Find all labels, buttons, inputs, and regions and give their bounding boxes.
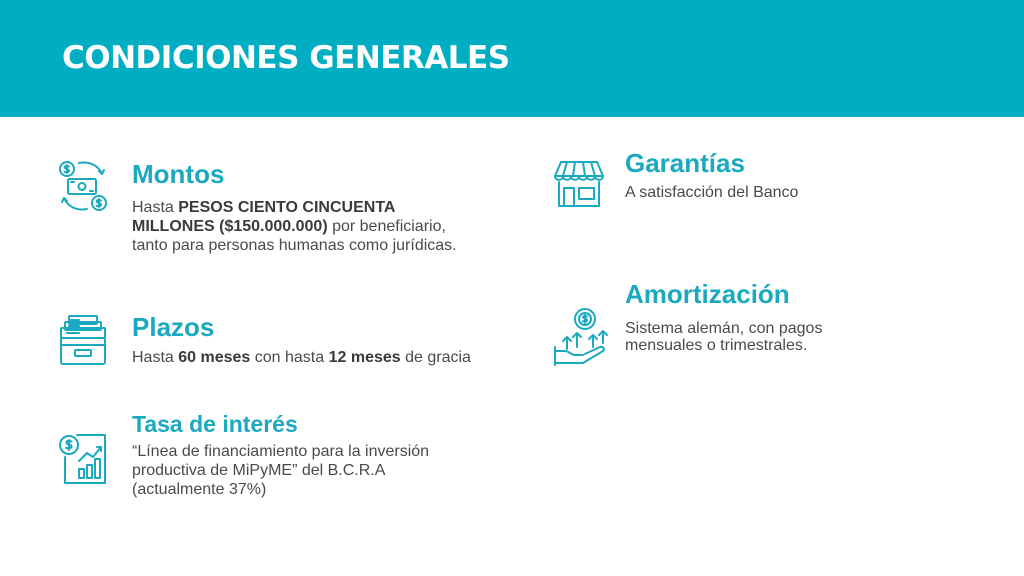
montos-amount: PESOS CIENTO CINCUENTA MILLONES ($150.000.000) [132, 199, 395, 235]
financial-report-icon [57, 431, 111, 485]
montos-text [132, 198, 477, 255]
plazos-months: 60 meses [178, 349, 251, 366]
storefront-icon [553, 158, 605, 210]
garantias-text: A satisfacción del Banco [625, 184, 799, 201]
header-banner [0, 0, 1024, 117]
tasa-text: “Línea de financiamiento para la inversión productiva de MiPyME” del B.C.R.A (actualmente 37%) [132, 443, 430, 498]
plazos-text-middle: con hasta [250, 349, 329, 366]
garantias-title: Garantías [625, 148, 745, 178]
plazos-text-prefix: Hasta [132, 349, 179, 366]
section-montos [55, 157, 475, 267]
file-drawer-icon [57, 312, 109, 368]
plazos-text [132, 348, 512, 367]
plazos-title: Plazos [132, 312, 215, 342]
section-tasa [57, 411, 477, 511]
montos-text-suffix: por beneficiario, tanto para personas humanas como jurídicas. [132, 218, 457, 254]
plazos-grace: 12 meses [328, 349, 401, 366]
plazos-text-suffix: de gracia [400, 349, 471, 366]
section-garantias [553, 146, 973, 216]
amortizacion-text: Sistema alemán, con pagos mensuales o trimestrales. [625, 320, 823, 354]
section-amortizacion [553, 279, 973, 379]
montos-title: Montos [132, 159, 225, 189]
montos-text-prefix: Hasta [132, 199, 179, 216]
page-title: CONDICIONES GENERALES [62, 40, 510, 76]
section-plazos [57, 312, 497, 372]
tasa-title: Tasa de interés [132, 411, 298, 437]
hand-coin-growth-icon [553, 307, 609, 369]
money-exchange-icon [55, 157, 111, 215]
amortizacion-title: Amortización [625, 279, 790, 309]
